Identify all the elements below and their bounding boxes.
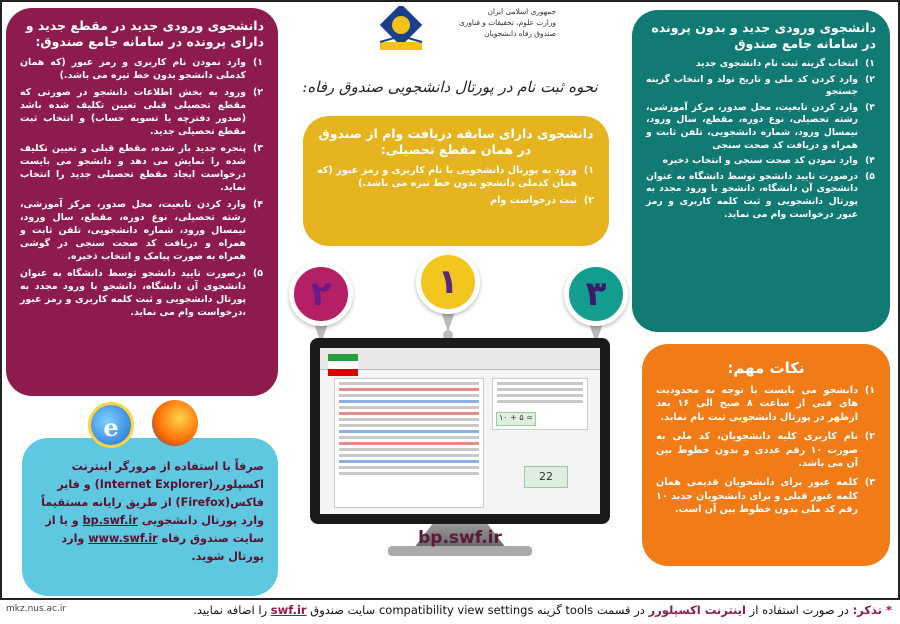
- portal-header: [320, 348, 600, 370]
- list-item: ۳) کلمه عبور برای دانشجویان قدیمی همان کلمه عبور قبلی و برای دانشجویان جدید ۱۰ رقم کد ملی بدون خطوط بین آن است.: [656, 477, 876, 516]
- math-captcha: ۱۰ + ۵ =: [496, 412, 536, 426]
- list-item: ۳) پنجره جدید باز شده، مقطع قبلی و تعیین تکلیف شده را نمایش می دهد و دانشجو می بایست درخواست ایجاد مقطع تحصیلی جدید را انتخاب نماید.: [20, 143, 264, 193]
- panel-existing-file-new-degree: [6, 8, 278, 396]
- list-item: ۱) وارد نمودن نام کاربری و رمز عبور (که همان کدملی دانشجو بدون خط تیره می باشد.): [20, 57, 264, 81]
- notes-list: [656, 384, 876, 517]
- list-item: ۱) دانشجو می بایست با توجه به محدودیت های فنی از ساعت ۸ صبح الی ۱۶ بعد ازظهر در پورتال دانشجویی ثبت نام نماید.: [656, 385, 876, 423]
- list-item: ۴) وارد نمودن کد صحت سنجی و انتخاب ذخیره: [662, 155, 875, 167]
- browser-instructions-text: صرفاً با استفاده از مرورگر اینترنت اکسپلورر(Internet Explorer) و فایر فاکس(Firefox) از طریق رایانه مستقیماً وارد پورتال دانشجویی bp.swf.ir و یا از سایت صندوق رفاه www.swf.ir وارد پورتال شوید.: [41, 460, 264, 563]
- panel-previous-loan: [303, 116, 609, 246]
- panel-title: نکات مهم:: [727, 359, 805, 377]
- portal-announcement-box: [334, 378, 484, 508]
- page-title: نحوه ثبت نام در پورتال دانشجویی صندوق رفاه:: [302, 78, 598, 96]
- panel-title: دانشجوی ورودی جدید و بدون پرونده در سامانه جامع صندوق: [651, 20, 876, 51]
- list-item: ۳) وارد کردن تابعیت، محل صدور، مرکز آموزشی، رشته تحصیلی، نوع دوره، مقطع، سال ورود، نیمسال ورود، شماره دانشجویی، تلفن ثابت و همراه و دریافت کد صحت سنجی: [646, 101, 875, 151]
- list-item: ۴) وارد کردن تابعیت، محل صدور، مرکز آموزشی، رشته تحصیلی، نوع دوره، مقطع، سال ورود، نیمسال ورود، شماره دانشجویی، تلفن ثابت و همراه و دریافت کد صحت سنجی در گوشی همراه به صورت پیامک و انتخاب ذخیره.: [20, 199, 264, 262]
- internet-explorer-icon: e: [88, 402, 134, 448]
- firefox-icon: [152, 400, 198, 446]
- footer-note: * تذکر: در صورت استفاده از اینترنت اکسپلورر در قسمت tools گزینه compatibility view settings سایت صندوق swf.ir را اضافه نمایید.: [193, 603, 892, 617]
- steps-list: [646, 58, 876, 221]
- portal-link[interactable]: bp.swf.ir: [82, 514, 138, 527]
- list-item: ۱) ورود به پورتال دانشجویی با نام کاربری و رمز عبور (که همان کدملی دانشجو بدون خط تیره می باشد.): [317, 165, 595, 189]
- pin-number: ۳: [564, 262, 628, 326]
- footer-site-link[interactable]: swf.ir: [270, 603, 307, 617]
- pin-marker-3: [560, 262, 632, 348]
- panel-new-student-no-file: [632, 10, 890, 332]
- pin-marker-1: [412, 250, 484, 336]
- panel-title: دانشجوی ورودی جدید در مقطع جدید و دارای پرونده در سامانه جامع صندوق:: [25, 18, 264, 49]
- list-item: ۱) انتخاب گزینه ثبت نام دانشجوی جدید: [695, 58, 875, 69]
- portal-url[interactable]: bp.swf.ir: [418, 528, 502, 548]
- list-item: ۲) نام کاربری کلیه دانشجویان، کد ملی به صورت ۱۰ رقم عددی و بدون خطوط بین آن می باشد.: [656, 431, 876, 470]
- panel-important-notes: [642, 344, 890, 566]
- org-name: جمهوری اسلامی ایران وزارت علوم، تحقیقات و فناوری صندوق رفاه دانشجویان: [458, 7, 556, 38]
- portal-screenshot: [320, 348, 600, 514]
- swf-logo-icon: [372, 6, 430, 54]
- pin-number: ۲: [289, 262, 353, 326]
- steps-list: [317, 164, 595, 207]
- list-item: ۲) وارد کردن کد ملی و تاریخ تولد و انتخاب گزینه جستجو: [646, 73, 875, 98]
- list-item: ۵) درصورت تایید دانشجو توسط دانشگاه به عنوان دانشجوی آن دانشگاه، دانشجو با ورود مجدد به پورتال دانشجویی و ثبت کلمه کاربری و رمز عبور درخواست وام می نماید.: [646, 170, 875, 220]
- monitor-mockup: [310, 338, 610, 524]
- list-item: ۵) درصورت تایید دانشجو توسط دانشگاه به عنوان دانشجوی آن دانشگاه، دانشجو با ورود مجدد به پورتال دانشجویی و ثبت کلمه کاربری و رمز عبور ،درخواست وام می نماید.: [20, 268, 264, 318]
- iran-flag-icon: [328, 354, 358, 376]
- pin-marker-2: [285, 262, 357, 348]
- site-link[interactable]: www.swf.ir: [88, 532, 158, 545]
- list-item: ۲) ثبت درخواست وام: [490, 195, 595, 206]
- pin-number: ۱: [416, 250, 480, 314]
- panel-title: دانشجوی دارای سابقه دریافت وام از صندوق در همان مقطع تحصیلی:: [318, 126, 594, 157]
- panel-browser-instructions: [22, 438, 278, 596]
- captcha-value: 22: [524, 466, 568, 488]
- source-stamp: mkz.nus.ac.ir: [6, 604, 67, 614]
- steps-list: [20, 56, 264, 319]
- list-item: ۲) ورود به بخش اطلاعات دانشجو در صورتی که مقطع تحصیلی قبلی تعیین تکلیف شده باشد (صدور دفترچه یا تسویه حساب) و انتخاب ثبت مقطع تحصیلی جدید.: [20, 87, 264, 137]
